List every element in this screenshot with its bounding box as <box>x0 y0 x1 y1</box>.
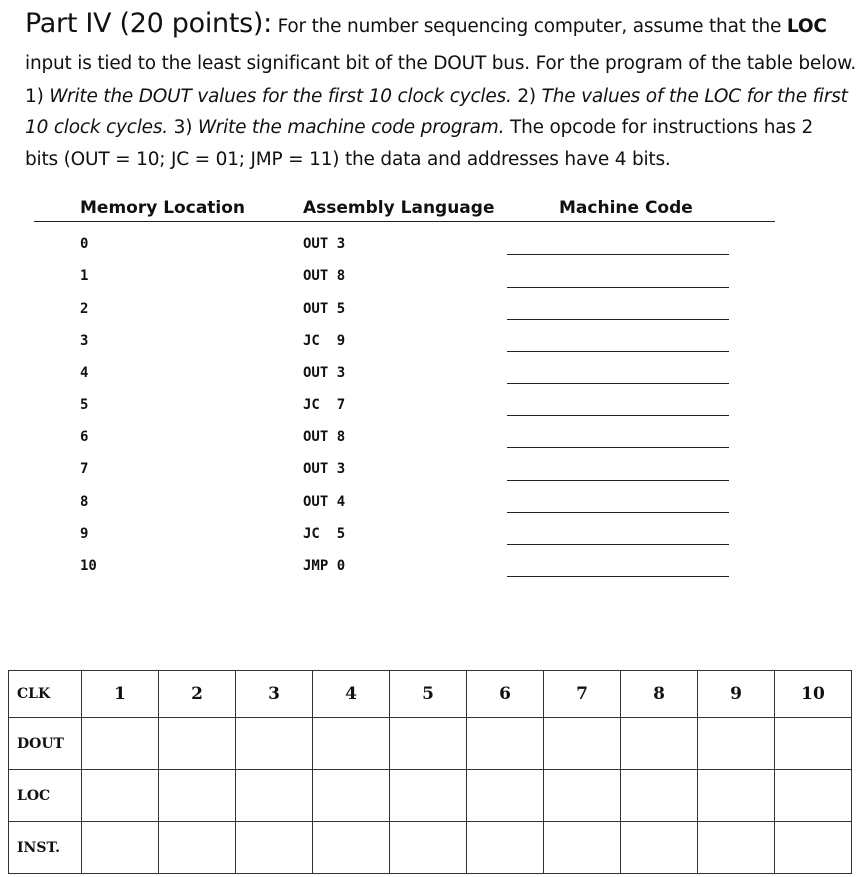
loc-cell[interactable] <box>390 770 467 822</box>
loc-cell[interactable] <box>467 770 544 822</box>
clk-cell: 9 <box>698 671 775 718</box>
clk-row <box>9 671 852 718</box>
machine-code-blank[interactable] <box>507 287 729 288</box>
machine-code-blank[interactable] <box>507 415 729 416</box>
header-machine-code: Machine Code <box>559 198 693 218</box>
inst-cell[interactable] <box>390 822 467 874</box>
row-label-dout: DOUT <box>9 718 82 770</box>
inst-cell[interactable] <box>313 822 390 874</box>
clk-cell: 4 <box>313 671 390 718</box>
dout-cell[interactable] <box>159 718 236 770</box>
memory-location: 7 <box>80 461 89 477</box>
clk-cell: 10 <box>775 671 852 718</box>
row-label-inst: INST. <box>9 822 82 874</box>
dout-cell[interactable] <box>698 718 775 770</box>
machine-code-blank[interactable] <box>507 512 729 513</box>
machine-code-blank[interactable] <box>507 480 729 481</box>
inst-cell[interactable] <box>159 822 236 874</box>
memory-location: 4 <box>80 365 89 381</box>
assembly-instruction: OUT 4 <box>303 494 346 510</box>
clk-cell: 5 <box>390 671 467 718</box>
statement-line-4: 10 clock cycles. 3) Write the machine code program. The opcode for instructions has 2 <box>25 117 814 138</box>
loc-cell[interactable] <box>313 770 390 822</box>
assembly-instruction: OUT 5 <box>303 301 346 317</box>
memory-location: 8 <box>80 494 89 510</box>
machine-code-blank[interactable] <box>507 319 729 320</box>
clk-cell: 2 <box>159 671 236 718</box>
clk-cell: 8 <box>621 671 698 718</box>
assembly-instruction: OUT 8 <box>303 429 346 445</box>
machine-code-blank[interactable] <box>507 544 729 545</box>
header-memory-location: Memory Location <box>80 198 246 218</box>
clk-cell: 6 <box>467 671 544 718</box>
loc-cell[interactable] <box>236 770 313 822</box>
dout-cell[interactable] <box>236 718 313 770</box>
memory-location: 1 <box>80 268 89 284</box>
dout-cell[interactable] <box>775 718 852 770</box>
loc-cell[interactable] <box>544 770 621 822</box>
loc-cell[interactable] <box>159 770 236 822</box>
statement-line-5: bits (OUT = 10; JC = 01; JMP = 11) the data and addresses have 4 bits. <box>25 149 671 170</box>
row-label-loc: LOC <box>9 770 82 822</box>
machine-code-blank[interactable] <box>507 351 729 352</box>
assembly-instruction: JMP 0 <box>303 558 346 574</box>
dout-cell[interactable] <box>82 718 159 770</box>
statement-line-3: 1) Write the DOUT values for the first 10 clock cycles. 2) The values of the LOC for the first <box>25 86 848 107</box>
inst-row <box>9 822 852 874</box>
machine-code-blank[interactable] <box>507 447 729 448</box>
dout-cell[interactable] <box>544 718 621 770</box>
clk-cell: 1 <box>82 671 159 718</box>
memory-location: 2 <box>80 301 89 317</box>
inst-cell[interactable] <box>544 822 621 874</box>
memory-location: 3 <box>80 333 89 349</box>
assembly-instruction: OUT 8 <box>303 268 346 284</box>
assembly-instruction: JC 7 <box>303 397 346 413</box>
memory-location: 6 <box>80 429 89 445</box>
clk-cell: 7 <box>544 671 621 718</box>
clk-cell: 3 <box>236 671 313 718</box>
dout-cell[interactable] <box>313 718 390 770</box>
inst-cell[interactable] <box>236 822 313 874</box>
part-title: Part IV (20 points) <box>25 8 264 39</box>
memory-location: 0 <box>80 236 89 252</box>
machine-code-blank[interactable] <box>507 383 729 384</box>
memory-location: 5 <box>80 397 89 413</box>
dout-row <box>9 718 852 770</box>
header-assembly-language: Assembly Language <box>303 198 495 218</box>
loc-cell[interactable] <box>82 770 159 822</box>
loc-cell[interactable] <box>698 770 775 822</box>
dout-cell[interactable] <box>390 718 467 770</box>
header-divider <box>34 221 775 222</box>
inst-cell[interactable] <box>621 822 698 874</box>
inst-cell[interactable] <box>698 822 775 874</box>
loc-row <box>9 770 852 822</box>
inst-cell[interactable] <box>775 822 852 874</box>
assembly-instruction: JC 5 <box>303 526 346 542</box>
inst-cell[interactable] <box>467 822 544 874</box>
loc-cell[interactable] <box>775 770 852 822</box>
assembly-instruction: OUT 3 <box>303 236 346 252</box>
assembly-instruction: OUT 3 <box>303 365 346 381</box>
machine-code-blank[interactable] <box>507 254 729 255</box>
statement-line-2: input is tied to the least significant bit of the DOUT bus. For the program of the table below. <box>25 53 857 74</box>
loc-cell[interactable] <box>621 770 698 822</box>
inst-cell[interactable] <box>82 822 159 874</box>
memory-location: 10 <box>80 558 97 574</box>
assembly-instruction: OUT 3 <box>303 461 346 477</box>
machine-code-blank[interactable] <box>507 576 729 577</box>
timing-table <box>8 670 852 874</box>
assembly-instruction: JC 9 <box>303 333 346 349</box>
dout-cell[interactable] <box>467 718 544 770</box>
memory-location: 9 <box>80 526 89 542</box>
row-label-clk: CLK <box>9 671 82 718</box>
dout-cell[interactable] <box>621 718 698 770</box>
statement-line-1: Part IV (20 points): For the number sequencing computer, assume that the LOC <box>25 8 827 39</box>
